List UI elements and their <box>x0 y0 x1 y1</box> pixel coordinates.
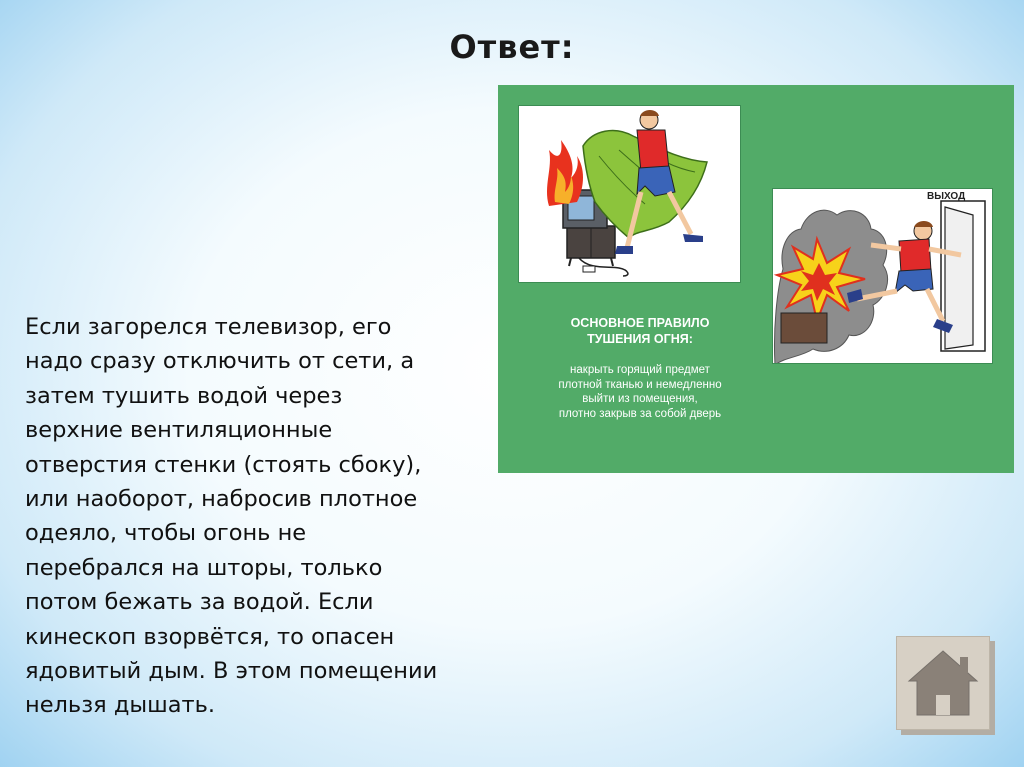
body-line: нельзя дышать. <box>25 692 216 719</box>
exit-sign: ВЫХОД <box>927 191 966 202</box>
rule-title-line: ОСНОВНОЕ ПРАВИЛО <box>570 316 710 330</box>
body-line: одеяло, чтобы огонь не <box>25 520 307 547</box>
home-button[interactable] <box>896 636 990 730</box>
rule-line: накрыть горящий предмет <box>570 364 710 376</box>
body-line: верхние вентиляционные <box>25 417 333 444</box>
home-icon <box>897 637 989 729</box>
body-line: потом бежать за водой. Если <box>25 589 374 616</box>
body-line: перебрался на шторы, только <box>25 554 383 581</box>
body-line: затем тушить водой через <box>25 382 343 409</box>
body-line: кинескоп взорвётся, то опасен <box>25 623 395 650</box>
rule-line: выйти из помещения, <box>582 393 698 405</box>
body-text <box>25 310 490 723</box>
body-line: ядовитый дым. В этом помещении <box>25 658 438 685</box>
rule-title <box>498 315 782 347</box>
rule-caption <box>498 315 782 421</box>
slide-title: Ответ: <box>449 28 575 66</box>
body-line: Если загорелся телевизор, его <box>25 314 392 340</box>
rule-body <box>498 363 782 421</box>
rule-line: плотно закрыв за собой дверь <box>558 407 722 420</box>
fire-safety-poster <box>498 85 1014 473</box>
exit-illustration <box>772 188 993 364</box>
rule-title-line: ТУШЕНИЯ ОГНЯ: <box>587 332 693 346</box>
body-line: отверстия стенки (стоять сбоку), <box>25 451 422 478</box>
body-line: надо сразу отключить от сети, а <box>25 348 415 375</box>
tv-fire-illustration <box>518 105 741 283</box>
body-line: или наоборот, набросив плотное <box>25 486 418 513</box>
rule-line: плотной тканью и немедленно <box>558 378 722 391</box>
